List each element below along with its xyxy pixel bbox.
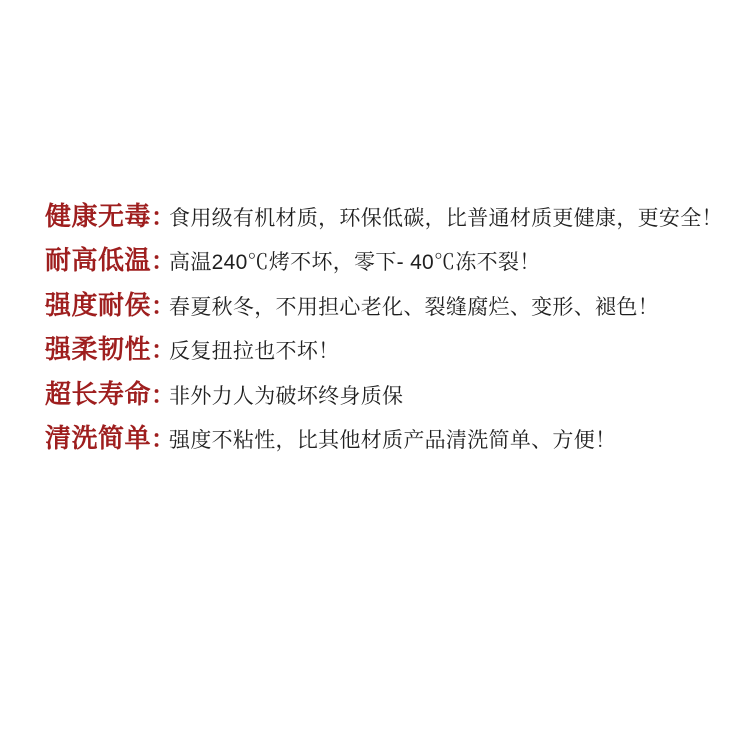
feature-label: 清洗简单 (45, 422, 152, 453)
feature-label: 强柔韧性 (45, 334, 152, 365)
feature-label: 耐高低温 (45, 245, 152, 276)
feature-colon: ： (151, 337, 176, 365)
feature-row-flexibility (45, 327, 735, 371)
feature-text: 反复扭拉也不坏！ (169, 340, 340, 364)
feature-row-health (45, 194, 735, 238)
feature-text: 非外力人为破坏终身质保 (169, 384, 404, 408)
feature-label: 强度耐侯 (45, 289, 152, 320)
feature-text: 食用级有机材质，环保低碳，比普通材质更健康，更安全！ (169, 207, 723, 230)
feature-list (45, 194, 735, 460)
feature-row-cleaning (45, 416, 735, 460)
feature-colon: ： (151, 292, 176, 320)
feature-colon: ： (151, 204, 176, 231)
feature-colon: ： (151, 425, 176, 453)
feature-colon: ： (151, 381, 176, 409)
feature-row-temperature (45, 238, 735, 282)
feature-text: 春夏秋冬，不用担心老化、裂缝腐烂、变形、褪色！ (169, 295, 659, 319)
feature-label: 健康无毒 (45, 201, 152, 231)
feature-text: 强度不粘性，比其他材质产品清洗简单、方便！ (169, 428, 617, 452)
feature-text: 高温240℃烤不坏，零下- 40℃冻不裂！ (169, 251, 541, 275)
feature-colon: ： (151, 248, 176, 276)
feature-row-lifespan (45, 372, 735, 416)
feature-row-weather-resistance (45, 283, 735, 327)
feature-label: 超长寿命 (45, 378, 152, 409)
